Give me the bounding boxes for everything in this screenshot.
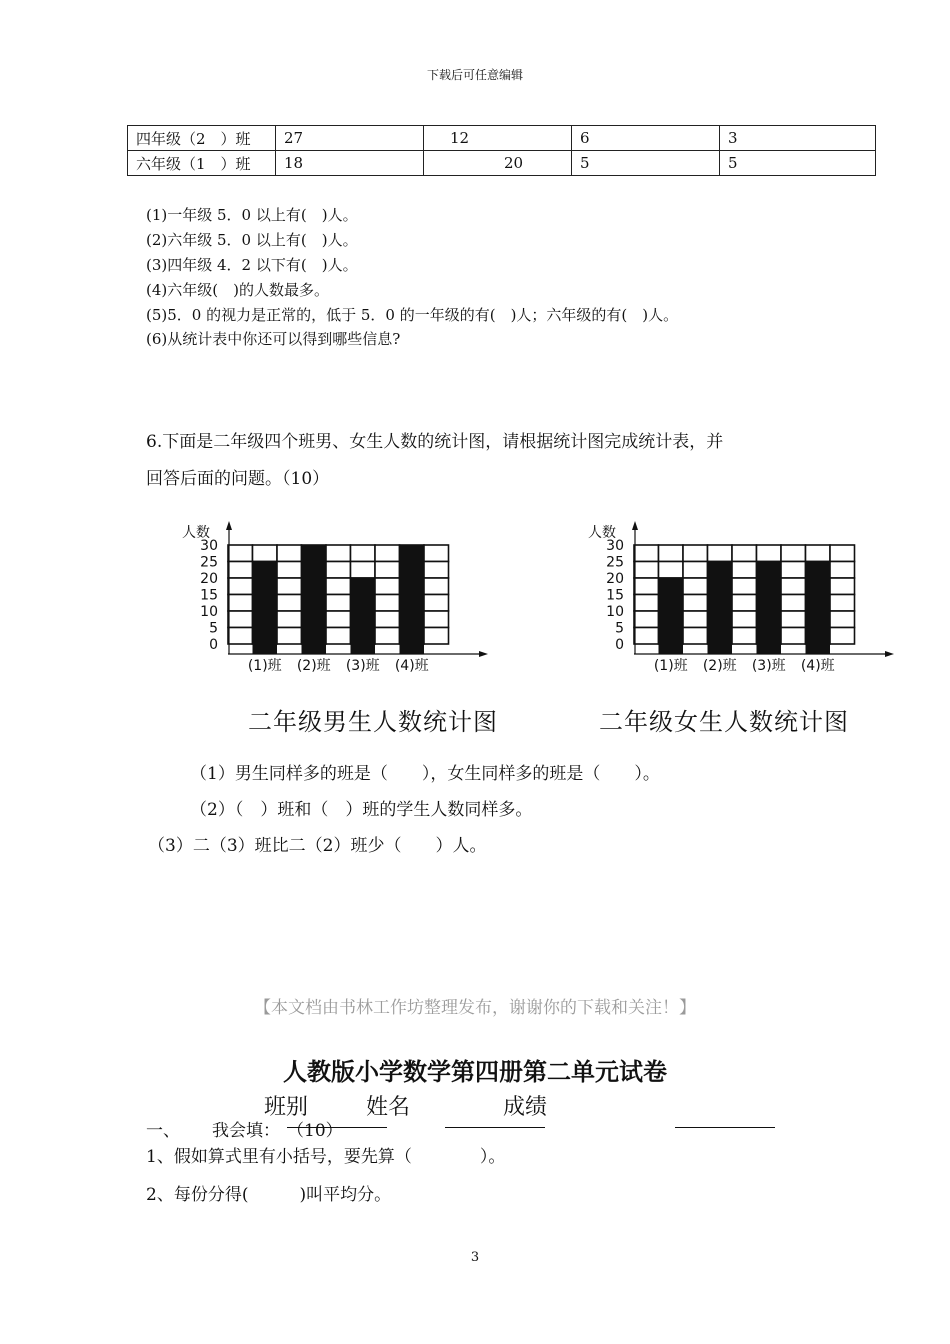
question-item: (2)六年级 5．0 以上有( )人。 xyxy=(146,231,358,249)
grid-cell xyxy=(781,611,806,628)
grid-cell xyxy=(228,545,253,562)
grid-cell xyxy=(424,611,449,628)
grid-cell xyxy=(683,545,708,562)
y-tick-label: 0 xyxy=(615,637,624,653)
y-tick-label: 15 xyxy=(606,587,624,604)
grid-cell xyxy=(277,595,302,612)
grid-cell xyxy=(781,545,806,562)
grid-cell xyxy=(732,545,757,562)
y-axis-label: 人数 xyxy=(588,525,616,541)
table-cell: 六年级（1 ）班 xyxy=(128,151,276,176)
grid-cell xyxy=(424,595,449,612)
grid-cell xyxy=(659,562,684,579)
fill-item-1: 1、假如算式里有小括号，要先算（ ）。 xyxy=(146,1147,506,1167)
table-cell: 27 xyxy=(276,126,424,151)
grid-cell xyxy=(375,628,400,645)
y-tick-label: 25 xyxy=(200,554,218,571)
grid-cell xyxy=(830,611,855,628)
grid-cell xyxy=(634,545,659,562)
y-tick-label: 15 xyxy=(200,587,218,604)
y-tick-label: 10 xyxy=(200,604,218,620)
grid-cell xyxy=(830,545,855,562)
boys-bar-chart xyxy=(170,515,500,680)
bar xyxy=(806,562,831,655)
boys-chart-title: 二年级男生人数统计图 xyxy=(248,708,498,736)
grid-cell xyxy=(830,578,855,595)
watermark-note: 【本文档由书林工作坊整理发布，谢谢你的下载和关注！】 xyxy=(254,998,696,1018)
grid-cell xyxy=(424,628,449,645)
grid-cell xyxy=(326,611,351,628)
grid-cell xyxy=(351,562,376,579)
grid-cell xyxy=(732,595,757,612)
grid-cell xyxy=(375,611,400,628)
x-tick-label: (1)班 xyxy=(247,658,282,674)
fill-item-2: 2、每份分得( )叫平均分。 xyxy=(146,1185,392,1205)
grid-cell xyxy=(253,545,278,562)
grid-cell xyxy=(683,595,708,612)
grid-cell xyxy=(683,562,708,579)
y-tick-label: 30 xyxy=(200,538,218,554)
grid-cell xyxy=(277,578,302,595)
problem-6-line-2: 回答后面的问题。（10） xyxy=(146,469,330,489)
name-label: 姓名 xyxy=(366,1095,411,1120)
grid-cell xyxy=(228,562,253,579)
grid-cell xyxy=(424,545,449,562)
y-tick-label: 30 xyxy=(606,538,624,554)
x-tick-label: (1)班 xyxy=(653,658,688,674)
grid-cell xyxy=(659,545,684,562)
x-tick-label: (3)班 xyxy=(751,658,786,674)
grid-cell xyxy=(277,611,302,628)
question-item: (3)四年级 4．2 以下有( )人。 xyxy=(146,256,358,274)
bar xyxy=(757,562,782,655)
sub-question-1: （1）男生同样多的班是（ ），女生同样多的班是（ ）。 xyxy=(190,764,660,784)
grid-cell xyxy=(708,545,733,562)
grid-cell xyxy=(228,578,253,595)
page-header: 下载后可任意编辑 xyxy=(426,68,523,82)
grid-cell xyxy=(830,595,855,612)
bar xyxy=(253,562,278,655)
grid-cell xyxy=(326,578,351,595)
score-blank-line xyxy=(445,1127,545,1128)
y-tick-label: 5 xyxy=(209,620,218,637)
y-axis-label: 人数 xyxy=(182,525,210,541)
question-item: (6)从统计表中你还可以得到哪些信息? xyxy=(146,330,401,348)
grid-cell xyxy=(732,562,757,579)
grid-cell xyxy=(326,595,351,612)
grid-cell xyxy=(634,611,659,628)
table-cell: 20 xyxy=(424,151,572,176)
score-label: 成绩 xyxy=(503,1095,548,1120)
table-row xyxy=(128,126,876,151)
grid-cell xyxy=(326,628,351,645)
grid-cell xyxy=(830,628,855,645)
page-number: 3 xyxy=(470,1250,480,1265)
grid-cell xyxy=(781,578,806,595)
grid-cell xyxy=(375,595,400,612)
table-cell: 四年级（2 ）班 xyxy=(128,126,276,151)
grid-cell xyxy=(277,628,302,645)
grid-cell xyxy=(781,595,806,612)
name-blank-line xyxy=(287,1127,387,1128)
vision-stats-table xyxy=(127,125,876,176)
exam-title: 人教版小学数学第四册第二单元试卷 xyxy=(283,1058,667,1086)
grid-cell xyxy=(634,628,659,645)
grid-cell xyxy=(634,562,659,579)
grid-cell xyxy=(757,545,782,562)
grid-cell xyxy=(277,562,302,579)
grid-cell xyxy=(781,628,806,645)
bar xyxy=(400,545,425,654)
question-item: (1)一年级 5．0 以上有( )人。 xyxy=(146,206,358,224)
problem-6-line-1: 6.下面是二年级四个班男、女生人数的统计图，请根据统计图完成统计表，并 xyxy=(146,432,724,452)
grid-cell xyxy=(228,628,253,645)
bar xyxy=(659,578,684,654)
y-tick-label: 0 xyxy=(209,637,218,653)
x-tick-label: (3)班 xyxy=(345,658,380,674)
grid-cell xyxy=(424,578,449,595)
grid-cell xyxy=(683,628,708,645)
y-axis-arrow xyxy=(632,521,638,530)
bar xyxy=(302,545,327,654)
y-tick-label: 20 xyxy=(606,571,624,587)
grid-cell xyxy=(228,595,253,612)
x-tick-label: (2)班 xyxy=(296,658,331,674)
table-cell: 5 xyxy=(572,151,720,176)
section-one-number: 一、 xyxy=(146,1121,180,1141)
x-tick-label: (2)班 xyxy=(702,658,737,674)
grid-cell xyxy=(375,545,400,562)
table-cell: 5 xyxy=(720,151,876,176)
y-axis-arrow xyxy=(226,521,232,530)
extra-blank-line xyxy=(675,1127,775,1128)
grid-cell xyxy=(830,562,855,579)
question-item: (5)5．0 的视力是正常的，低于 5．0 的一年级的有( )人；六年级的有( )人。 xyxy=(146,306,679,324)
x-axis-arrow xyxy=(885,651,894,657)
girls-chart-title: 二年级女生人数统计图 xyxy=(599,708,849,736)
y-tick-label: 25 xyxy=(606,554,624,571)
table-cell: 12 xyxy=(424,126,572,151)
grid-cell xyxy=(277,545,302,562)
sub-question-2: （2）（ ）班和（ ）班的学生人数同样多。 xyxy=(190,800,533,820)
grid-cell xyxy=(375,562,400,579)
table-cell: 6 xyxy=(572,126,720,151)
x-axis-arrow xyxy=(479,651,488,657)
grid-cell xyxy=(375,578,400,595)
grid-cell xyxy=(732,628,757,645)
grid-cell xyxy=(634,578,659,595)
y-tick-label: 20 xyxy=(200,571,218,587)
class-label: 班别 xyxy=(264,1095,309,1120)
table-cell: 18 xyxy=(276,151,424,176)
grid-cell xyxy=(732,611,757,628)
section-one-score: （10） xyxy=(287,1121,343,1141)
bar xyxy=(351,578,376,654)
grid-cell xyxy=(228,611,253,628)
x-tick-label: (4)班 xyxy=(394,658,429,674)
table-row xyxy=(128,151,876,176)
grid-cell xyxy=(424,562,449,579)
girls-bar-chart xyxy=(576,515,906,680)
bar xyxy=(708,562,733,655)
grid-cell xyxy=(732,578,757,595)
grid-cell xyxy=(351,545,376,562)
grid-cell xyxy=(683,611,708,628)
grid-cell xyxy=(326,545,351,562)
grid-cell xyxy=(806,545,831,562)
y-tick-label: 5 xyxy=(615,620,624,637)
question-item: (4)六年级( )的人数最多。 xyxy=(146,281,329,299)
grid-cell xyxy=(683,578,708,595)
grid-cell xyxy=(781,562,806,579)
sub-question-3: （3）二（3）班比二（2）班少（ ）人。 xyxy=(148,836,487,856)
y-tick-label: 10 xyxy=(606,604,624,620)
section-one-label: 我会填： xyxy=(212,1121,280,1141)
table-cell: 3 xyxy=(720,126,876,151)
grid-cell xyxy=(634,595,659,612)
x-tick-label: (4)班 xyxy=(800,658,835,674)
grid-cell xyxy=(326,562,351,579)
